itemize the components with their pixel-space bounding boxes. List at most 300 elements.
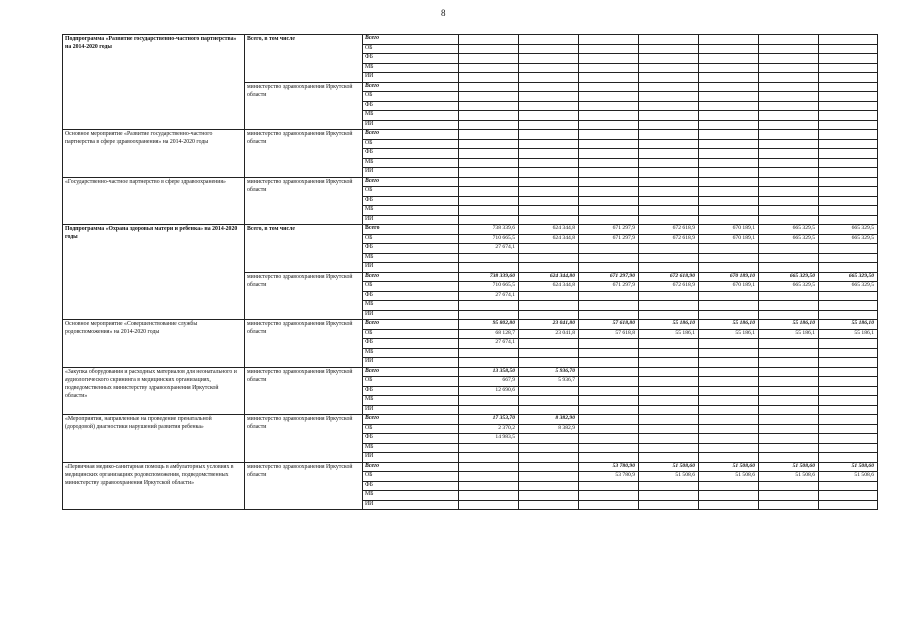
value-cell: 51 508,60: [819, 462, 878, 472]
value-cell: [579, 424, 639, 434]
value-cell: [699, 386, 759, 396]
value-cell: [579, 386, 639, 396]
value-cell: 665 329,50: [819, 272, 878, 282]
value-cell: [819, 120, 878, 130]
value-cell: [639, 120, 699, 130]
activity-name: «Мероприятия, направленные на проведение пренатальной (дородовой) диагностики нарушений развития ребенка»: [63, 415, 245, 463]
value-cell: 665 329,5: [819, 282, 878, 292]
funding-source: ФБ: [363, 149, 459, 159]
value-cell: [639, 206, 699, 216]
value-cell: [639, 82, 699, 92]
value-cell: [699, 434, 759, 444]
value-cell: [519, 44, 579, 54]
value-cell: [579, 358, 639, 368]
funding-source: МБ: [363, 111, 459, 121]
value-cell: 665 329,5: [759, 234, 819, 244]
value-cell: [699, 301, 759, 311]
value-cell: [519, 434, 579, 444]
value-cell: [459, 187, 519, 197]
value-cell: [819, 377, 878, 387]
value-cell: [639, 481, 699, 491]
value-cell: [819, 35, 878, 45]
value-cell: 670 189,1: [699, 282, 759, 292]
value-cell: [759, 206, 819, 216]
value-cell: [579, 434, 639, 444]
value-cell: [579, 263, 639, 273]
value-cell: [759, 396, 819, 406]
value-cell: [639, 434, 699, 444]
value-cell: [699, 168, 759, 178]
value-cell: [699, 244, 759, 254]
funding-source: ИИ: [363, 263, 459, 273]
value-cell: [519, 358, 579, 368]
value-cell: [759, 44, 819, 54]
value-cell: [759, 35, 819, 45]
table-row: [63, 225, 878, 235]
value-cell: [579, 339, 639, 349]
value-cell: [819, 63, 878, 73]
value-cell: [699, 54, 759, 64]
value-cell: [579, 500, 639, 510]
value-cell: [459, 301, 519, 311]
value-cell: 672 618,9: [639, 234, 699, 244]
value-cell: [459, 35, 519, 45]
value-cell: [459, 358, 519, 368]
value-cell: [639, 158, 699, 168]
value-cell: [819, 263, 878, 273]
executor-cell: министерство здравоохранения Иркутской области: [245, 177, 363, 225]
table-row: [63, 177, 878, 187]
value-cell: 665 329,5: [819, 234, 878, 244]
value-cell: [579, 253, 639, 263]
funding-source: ИИ: [363, 453, 459, 463]
value-cell: [759, 63, 819, 73]
value-cell: [639, 491, 699, 501]
value-cell: [759, 291, 819, 301]
value-cell: [699, 206, 759, 216]
value-cell: 665 329,5: [759, 225, 819, 235]
value-cell: [699, 415, 759, 425]
value-cell: [639, 111, 699, 121]
value-cell: [639, 130, 699, 140]
value-cell: [459, 348, 519, 358]
value-cell: [819, 301, 878, 311]
value-cell: [819, 491, 878, 501]
value-cell: [579, 35, 639, 45]
funding-source: ОБ: [363, 329, 459, 339]
funding-source: ФБ: [363, 101, 459, 111]
funding-source: ФБ: [363, 434, 459, 444]
funding-source: ФБ: [363, 386, 459, 396]
activity-name: Основное мероприятие «Развитие государственно-частного партнерства в сфере здравоохранения» на 2014-2020 годы: [63, 130, 245, 178]
value-cell: 53 780,90: [579, 462, 639, 472]
value-cell: [459, 120, 519, 130]
value-cell: [639, 35, 699, 45]
value-cell: [459, 443, 519, 453]
value-cell: 624 344,80: [519, 272, 579, 282]
value-cell: 624 344,8: [519, 234, 579, 244]
value-cell: [459, 54, 519, 64]
value-cell: [699, 35, 759, 45]
value-cell: 51 508,60: [639, 462, 699, 472]
value-cell: [699, 111, 759, 121]
value-cell: [459, 196, 519, 206]
value-cell: [699, 158, 759, 168]
value-cell: [759, 367, 819, 377]
activity-name: «Первичная медико-санитарная помощь в амбулаторных условиях в медицинских организациях родовспоможения, подведомственных министерству здравоохранения Иркутской области»: [63, 462, 245, 510]
funding-source: ОБ: [363, 139, 459, 149]
value-cell: [579, 73, 639, 83]
value-cell: [519, 310, 579, 320]
value-cell: [579, 44, 639, 54]
value-cell: [819, 92, 878, 102]
funding-source: Всего: [363, 225, 459, 235]
value-cell: [459, 139, 519, 149]
table-row: [63, 462, 878, 472]
value-cell: [759, 101, 819, 111]
value-cell: [639, 310, 699, 320]
value-cell: [819, 453, 878, 463]
value-cell: [519, 54, 579, 64]
value-cell: [519, 35, 579, 45]
value-cell: 27 674,1: [459, 291, 519, 301]
value-cell: [459, 396, 519, 406]
funding-source: МБ: [363, 348, 459, 358]
value-cell: [579, 206, 639, 216]
value-cell: 55 186,1: [819, 329, 878, 339]
value-cell: [759, 120, 819, 130]
value-cell: [639, 215, 699, 225]
value-cell: [699, 92, 759, 102]
value-cell: [759, 130, 819, 140]
funding-source: ОБ: [363, 92, 459, 102]
table-row: [63, 320, 878, 330]
value-cell: [759, 377, 819, 387]
value-cell: [759, 358, 819, 368]
value-cell: [639, 339, 699, 349]
value-cell: [699, 491, 759, 501]
value-cell: [699, 291, 759, 301]
funding-source: Всего: [363, 177, 459, 187]
value-cell: 672 618,9: [639, 225, 699, 235]
value-cell: [759, 500, 819, 510]
funding-source: ФБ: [363, 291, 459, 301]
funding-source: Всего: [363, 35, 459, 45]
value-cell: [759, 196, 819, 206]
value-cell: [519, 386, 579, 396]
value-cell: [819, 130, 878, 140]
value-cell: [759, 111, 819, 121]
value-cell: 51 508,6: [699, 472, 759, 482]
value-cell: [579, 481, 639, 491]
value-cell: [459, 111, 519, 121]
activity-name: «Закупка оборудования и расходных материалов для неонатального и аудиологического скрининга в медицинских организациях, подведомственных министерству здравоохранения Иркутской области»: [63, 367, 245, 415]
value-cell: [639, 405, 699, 415]
activity-name: «Государственно-частное партнерство в сфере здравоохранения»: [63, 177, 245, 225]
value-cell: 670 189,10: [699, 272, 759, 282]
value-cell: [579, 82, 639, 92]
value-cell: [639, 386, 699, 396]
value-cell: [699, 348, 759, 358]
funding-source: ИИ: [363, 73, 459, 83]
value-cell: 55 186,10: [759, 320, 819, 330]
value-cell: [519, 263, 579, 273]
value-cell: [519, 396, 579, 406]
funding-source: ИИ: [363, 215, 459, 225]
activity-name: Подпрограмма «Развитие государственно-частного партнерства» на 2014-2020 годы: [63, 35, 245, 130]
value-cell: 51 508,60: [699, 462, 759, 472]
value-cell: [579, 149, 639, 159]
value-cell: [759, 187, 819, 197]
value-cell: [699, 215, 759, 225]
value-cell: [639, 73, 699, 83]
value-cell: [759, 253, 819, 263]
value-cell: [699, 358, 759, 368]
value-cell: [759, 310, 819, 320]
value-cell: [819, 405, 878, 415]
value-cell: 95 802,80: [459, 320, 519, 330]
value-cell: 671 297,9: [579, 225, 639, 235]
funding-source: МБ: [363, 63, 459, 73]
value-cell: [699, 396, 759, 406]
value-cell: [579, 443, 639, 453]
value-cell: [519, 101, 579, 111]
value-cell: [459, 253, 519, 263]
value-cell: [519, 405, 579, 415]
value-cell: [459, 101, 519, 111]
value-cell: 13 358,50: [459, 367, 519, 377]
funding-source: ОБ: [363, 424, 459, 434]
value-cell: [699, 101, 759, 111]
value-cell: [699, 73, 759, 83]
executor-cell: Всего, в том числе: [245, 225, 363, 273]
value-cell: 8 382,9: [519, 424, 579, 434]
value-cell: [579, 111, 639, 121]
value-cell: [639, 101, 699, 111]
value-cell: [639, 500, 699, 510]
value-cell: [819, 244, 878, 254]
executor-cell: министерство здравоохранения Иркутской области: [245, 82, 363, 130]
executor-cell: Всего, в том числе: [245, 35, 363, 83]
value-cell: [519, 92, 579, 102]
activity-name: Основное мероприятие «Совершенствование службы родовспоможения» на 2014-2020 годы: [63, 320, 245, 368]
value-cell: 665 329,5: [819, 225, 878, 235]
funding-source: Всего: [363, 367, 459, 377]
value-cell: 55 186,10: [819, 320, 878, 330]
value-cell: [459, 82, 519, 92]
value-cell: 710 665,5: [459, 282, 519, 292]
value-cell: [459, 73, 519, 83]
value-cell: [579, 405, 639, 415]
value-cell: [639, 358, 699, 368]
funding-source: ОБ: [363, 377, 459, 387]
value-cell: [819, 481, 878, 491]
value-cell: [579, 187, 639, 197]
value-cell: [519, 244, 579, 254]
value-cell: [639, 244, 699, 254]
value-cell: [759, 424, 819, 434]
value-cell: [819, 424, 878, 434]
value-cell: 671 297,90: [579, 272, 639, 282]
funding-source: ИИ: [363, 168, 459, 178]
value-cell: [819, 215, 878, 225]
value-cell: [519, 168, 579, 178]
funding-source: МБ: [363, 396, 459, 406]
value-cell: [819, 158, 878, 168]
funding-source: Всего: [363, 82, 459, 92]
value-cell: [519, 158, 579, 168]
value-cell: [819, 348, 878, 358]
value-cell: [759, 82, 819, 92]
funding-source: МБ: [363, 491, 459, 501]
value-cell: [639, 177, 699, 187]
funding-source: Всего: [363, 462, 459, 472]
value-cell: 665 329,50: [759, 272, 819, 282]
value-cell: [519, 491, 579, 501]
value-cell: 665 329,5: [759, 282, 819, 292]
value-cell: [459, 481, 519, 491]
value-cell: [579, 168, 639, 178]
value-cell: [759, 92, 819, 102]
value-cell: 51 508,6: [819, 472, 878, 482]
table-row: [63, 35, 878, 45]
value-cell: [819, 101, 878, 111]
value-cell: [819, 253, 878, 263]
funding-source: ОБ: [363, 44, 459, 54]
value-cell: [819, 149, 878, 159]
executor-cell: министерство здравоохранения Иркутской области: [245, 415, 363, 463]
value-cell: [819, 187, 878, 197]
funding-source: ФБ: [363, 481, 459, 491]
value-cell: [759, 177, 819, 187]
value-cell: [519, 500, 579, 510]
value-cell: [579, 101, 639, 111]
value-cell: [579, 215, 639, 225]
value-cell: [639, 348, 699, 358]
value-cell: [639, 367, 699, 377]
value-cell: 23 041,8: [519, 329, 579, 339]
funding-source: МБ: [363, 301, 459, 311]
value-cell: [519, 177, 579, 187]
value-cell: [639, 54, 699, 64]
table-row: [63, 415, 878, 425]
value-cell: [819, 73, 878, 83]
funding-source: МБ: [363, 158, 459, 168]
value-cell: [579, 54, 639, 64]
value-cell: [819, 500, 878, 510]
value-cell: [459, 462, 519, 472]
funding-source: Всего: [363, 415, 459, 425]
value-cell: [459, 130, 519, 140]
table-row: [63, 130, 878, 140]
value-cell: 8 382,90: [519, 415, 579, 425]
funding-source: ИИ: [363, 500, 459, 510]
value-cell: [639, 168, 699, 178]
value-cell: [519, 481, 579, 491]
value-cell: [699, 339, 759, 349]
value-cell: [579, 63, 639, 73]
page-number: 8: [441, 8, 446, 18]
value-cell: [639, 92, 699, 102]
value-cell: [639, 396, 699, 406]
value-cell: 57 618,80: [579, 320, 639, 330]
value-cell: [579, 415, 639, 425]
value-cell: [819, 415, 878, 425]
value-cell: 12 690,6: [459, 386, 519, 396]
table-row: [63, 367, 878, 377]
funding-source: МБ: [363, 253, 459, 263]
value-cell: [819, 139, 878, 149]
funding-source: Всего: [363, 320, 459, 330]
value-cell: [519, 348, 579, 358]
executor-cell: министерство здравоохранения Иркутской области: [245, 130, 363, 178]
value-cell: [519, 130, 579, 140]
funding-source: ФБ: [363, 244, 459, 254]
value-cell: [519, 149, 579, 159]
value-cell: 738 339,60: [459, 272, 519, 282]
value-cell: 68 128,7: [459, 329, 519, 339]
value-cell: 55 186,1: [759, 329, 819, 339]
value-cell: [819, 367, 878, 377]
value-cell: [699, 500, 759, 510]
value-cell: 23 041,80: [519, 320, 579, 330]
value-cell: [519, 120, 579, 130]
value-cell: [639, 453, 699, 463]
value-cell: [639, 139, 699, 149]
value-cell: [699, 443, 759, 453]
value-cell: [639, 377, 699, 387]
value-cell: [639, 263, 699, 273]
value-cell: [639, 63, 699, 73]
funding-source: МБ: [363, 206, 459, 216]
value-cell: 672 618,90: [639, 272, 699, 282]
value-cell: [579, 130, 639, 140]
funding-source: ОБ: [363, 234, 459, 244]
value-cell: [699, 120, 759, 130]
value-cell: [459, 92, 519, 102]
value-cell: [459, 44, 519, 54]
value-cell: [759, 73, 819, 83]
funding-source: ФБ: [363, 339, 459, 349]
value-cell: 2 370,2: [459, 424, 519, 434]
value-cell: [699, 263, 759, 273]
value-cell: [699, 63, 759, 73]
value-cell: [699, 405, 759, 415]
funding-source: ФБ: [363, 54, 459, 64]
value-cell: [519, 111, 579, 121]
value-cell: 14 983,5: [459, 434, 519, 444]
value-cell: [579, 367, 639, 377]
value-cell: [519, 187, 579, 197]
value-cell: 670 189,1: [699, 225, 759, 235]
value-cell: [579, 301, 639, 311]
funding-source: ИИ: [363, 120, 459, 130]
value-cell: [639, 415, 699, 425]
value-cell: [699, 253, 759, 263]
value-cell: 5 936,7: [519, 377, 579, 387]
value-cell: [699, 196, 759, 206]
funding-source: ОБ: [363, 187, 459, 197]
value-cell: [579, 244, 639, 254]
value-cell: [459, 500, 519, 510]
value-cell: [759, 386, 819, 396]
value-cell: 671 297,9: [579, 234, 639, 244]
value-cell: [819, 168, 878, 178]
value-cell: [579, 92, 639, 102]
funding-source: ФБ: [363, 196, 459, 206]
value-cell: [759, 415, 819, 425]
value-cell: [459, 168, 519, 178]
